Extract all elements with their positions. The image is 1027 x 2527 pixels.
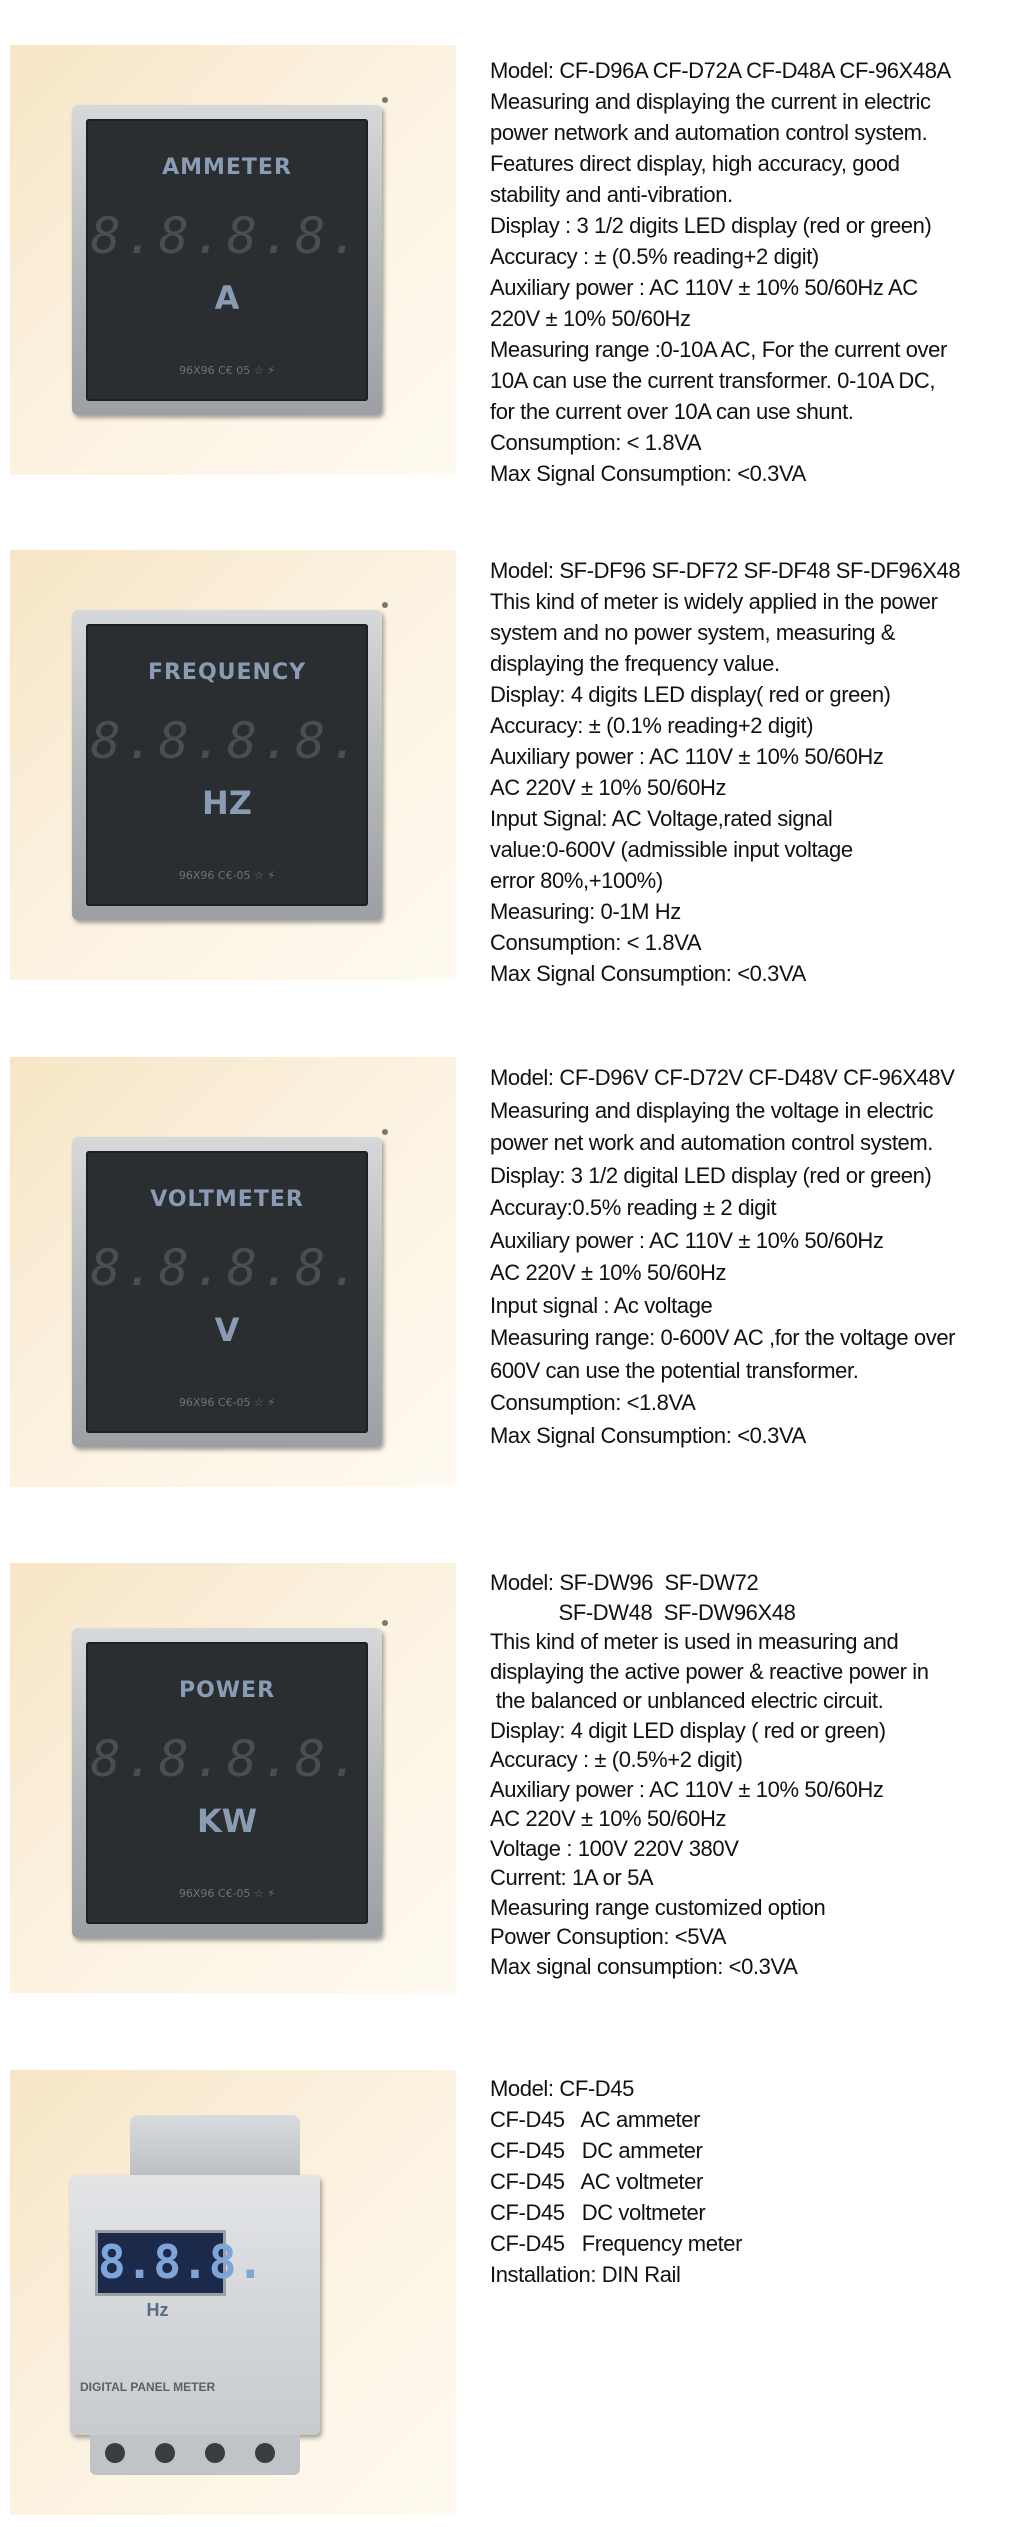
meter-label: AMMETER (162, 155, 292, 180)
description-line: Features direct display, high accuracy, good (490, 151, 900, 176)
description-line: AC 220V ± 10% 50/60Hz (490, 1806, 727, 1831)
description-line: Model: CF-D96A CF-D72A CF-D48A CF-96X48A (490, 58, 951, 83)
description-line: Measuring range: 0-600V AC ,for the voltage over (490, 1325, 956, 1350)
description-line: Model: SF-DW96 SF-DW72 (490, 1570, 759, 1595)
description-line: Max signal consumption: <0.3VA (490, 1953, 798, 1979)
terminal-screw (255, 2443, 275, 2463)
meter-face (86, 1151, 368, 1433)
terminal-block (90, 2435, 300, 2475)
description-line: Display: 4 digits LED display( red or green) (490, 682, 891, 707)
description-line: Input Signal: AC Voltage,rated signal (490, 806, 833, 831)
description-line: error 80%,+100%) (490, 868, 663, 893)
terminal-screw (155, 2443, 175, 2463)
description-line: CF-D45 AC voltmeter (490, 2169, 703, 2194)
description-line: Voltage : 100V 220V 380V (490, 1835, 739, 1861)
description-line: Accuracy : ± (0.5% reading+2 digit) (490, 244, 819, 269)
product-description (490, 2073, 1010, 2290)
description-line: Model: SF-DF96 SF-DF72 SF-DF48 SF-DF96X48 (490, 558, 961, 583)
meter-label: POWER (178, 1678, 276, 1703)
description-line: Auxiliary power : AC 110V ± 10% 50/60Hz AC (490, 275, 918, 300)
description-line: Input signal : Ac voltage (490, 1292, 713, 1318)
product-voltmeter (0, 1057, 1027, 1497)
description-line: Consumption: < 1.8VA (490, 930, 702, 955)
product-din-rail-meter (0, 2070, 1027, 2520)
product-description (490, 1568, 1010, 1981)
led-digits: 8.8.8.8. (90, 1239, 364, 1297)
description-line: This kind of meter is widely applied in the power (490, 589, 938, 614)
meter-unit: KW (196, 1802, 258, 1840)
product-power-meter (0, 1563, 1027, 2003)
description-line: Max Signal Consumption: <0.3VA (490, 961, 806, 986)
description-line: power net work and automation control system. (490, 1130, 934, 1155)
description-line: Auxiliary power : AC 110V ± 10% 50/60Hz (490, 1776, 884, 1802)
description-line: Consumption: <1.8VA (490, 1390, 696, 1415)
led-digits: 8.8.8.8. (90, 712, 364, 770)
description-line: system and no power system, measuring & (490, 620, 896, 645)
product-photo (10, 1057, 456, 1487)
mount-pin (382, 1129, 388, 1135)
description-line: Consumption: < 1.8VA (490, 430, 702, 455)
description-line: Measuring and displaying the voltage in electric (490, 1097, 934, 1123)
description-line: Installation: DIN Rail (490, 2262, 681, 2287)
product-description (490, 55, 1010, 489)
description-line: AC 220V ± 10% 50/60Hz (490, 775, 727, 800)
ammeter-meter-image (72, 105, 382, 415)
description-line: 220V ± 10% 50/60Hz (490, 306, 691, 331)
description-line: Display: 4 digit LED display ( red or green) (490, 1717, 886, 1743)
description-line: value:0-600V (admissible input voltage (490, 837, 853, 862)
meter-label: FREQUENCY (147, 660, 307, 685)
description-line: 600V can use the potential transformer. (490, 1357, 859, 1383)
description-line: Accuracy : ± (0.5%+2 digit) (490, 1747, 743, 1772)
description-line: Auxiliary power : AC 110V ± 10% 50/60Hz (490, 744, 884, 769)
description-line: Auxiliary power : AC 110V ± 10% 50/60Hz (490, 1227, 884, 1253)
terminal-screw (105, 2443, 125, 2463)
description-line: stability and anti-vibration. (490, 182, 733, 207)
product-description (490, 555, 1010, 989)
meter-marks: 96X96 C€-05 ☆ ⚡ (178, 1396, 276, 1409)
product-photo (10, 550, 456, 980)
mount-pin (382, 97, 388, 103)
meter-face (86, 1642, 368, 1924)
description-line: Accuracy: ± (0.1% reading+2 digit) (490, 713, 814, 738)
terminal-screw (205, 2443, 225, 2463)
product-photo (10, 1563, 456, 1993)
description-line: the balanced or unblanced electric circuit. (490, 1688, 884, 1713)
description-line: displaying the frequency value. (490, 651, 780, 676)
din-rail-meter-image (70, 2115, 320, 2475)
description-line: CF-D45 AC ammeter (490, 2107, 701, 2132)
meter-unit: HZ (202, 784, 252, 822)
description-line: Measuring: 0-1M Hz (490, 899, 681, 924)
led-window (95, 2230, 265, 2296)
led-digits: 8.8.8.8. (90, 1730, 364, 1788)
meter-marks: 96X96 C€ 05 ☆ ⚡ (179, 364, 275, 377)
description-line: SF-DW48 SF-DW96X48 (490, 1599, 796, 1625)
description-line: Accuray:0.5% reading ± 2 digit (490, 1195, 777, 1220)
description-line: Power Consuption: <5VA (490, 1924, 726, 1949)
device-name-label: DIGITAL PANEL METER (80, 2380, 216, 2394)
meter-face (86, 119, 368, 401)
description-line: Max Signal Consumption: <0.3VA (490, 461, 806, 486)
meter-unit: V (214, 1311, 240, 1349)
product-description (490, 1062, 1010, 1452)
meter-marks: 96X96 C€-05 ☆ ⚡ (178, 869, 276, 882)
description-line: Max Signal Consumption: <0.3VA (490, 1422, 806, 1448)
meter-marks: 96X96 C€-05 ☆ ⚡ (178, 1887, 276, 1900)
description-line: Measuring range :0-10A AC, For the current over (490, 337, 947, 362)
description-line: Measuring range customized option (490, 1894, 826, 1920)
description-line: This kind of meter is used in measuring and (490, 1629, 899, 1654)
mount-pin (382, 1620, 388, 1626)
meter-unit: A (214, 279, 240, 317)
description-line: CF-D45 DC voltmeter (490, 2200, 706, 2225)
voltmeter-meter-image (72, 1137, 382, 1447)
housing-body (70, 2175, 320, 2435)
product-ammeter (0, 45, 1027, 485)
meter-label: VOLTMETER (150, 1187, 304, 1212)
description-line: Model: CF-D96V CF-D72V CF-D48V CF-96X48V (490, 1065, 955, 1090)
led-digits: 8.8.8. (98, 2235, 265, 2289)
description-line: 10A can use the current transformer. 0-10A DC, (490, 368, 936, 393)
mount-pin (382, 602, 388, 608)
product-photo (10, 2070, 456, 2515)
product-photo (10, 45, 456, 475)
description-line: Model: CF-D45 (490, 2076, 634, 2101)
description-line: CF-D45 Frequency meter (490, 2231, 743, 2256)
description-line: power network and automation control system. (490, 120, 928, 145)
description-line: Display : 3 1/2 digits LED display (red or green) (490, 213, 932, 238)
description-line: for the current over 10A can use shunt. (490, 399, 854, 424)
meter-face (86, 624, 368, 906)
description-line: Display: 3 1/2 digital LED display (red or green) (490, 1162, 932, 1188)
frequency-meter-image (72, 610, 382, 920)
description-line: Current: 1A or 5A (490, 1865, 654, 1890)
description-line: Measuring and displaying the current in electric (490, 89, 931, 114)
description-line: AC 220V ± 10% 50/60Hz (490, 1260, 727, 1285)
description-line: displaying the active power & reactive power in (490, 1658, 929, 1684)
power-meter-image (72, 1628, 382, 1938)
product-frequency-meter (0, 550, 1027, 990)
meter-unit: Hz (146, 2300, 169, 2320)
led-digits: 8.8.8.8. (90, 207, 364, 265)
description-line: CF-D45 DC ammeter (490, 2138, 703, 2163)
